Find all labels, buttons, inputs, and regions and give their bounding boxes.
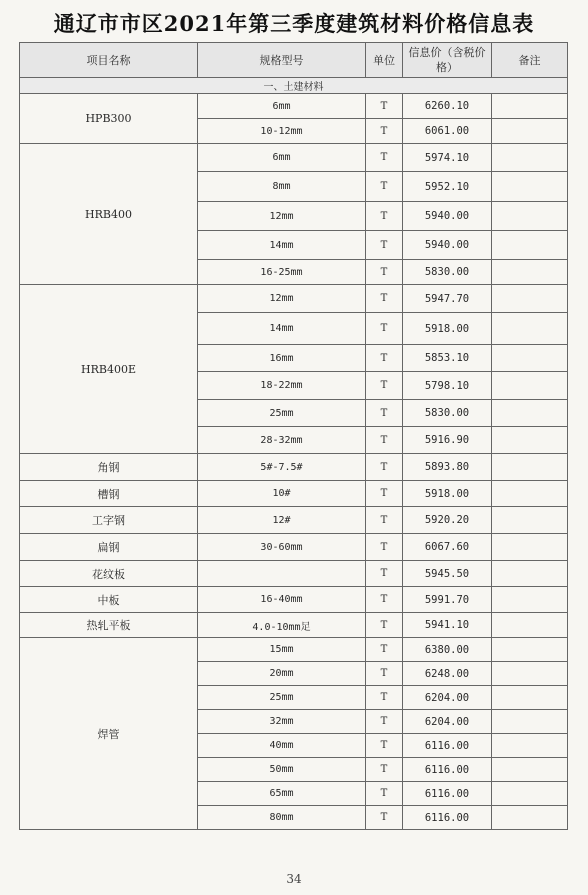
note-cell [492, 734, 568, 758]
table-row [20, 561, 568, 587]
price-cell: 5918.00 [403, 313, 492, 345]
price-cell: 5940.00 [403, 202, 492, 231]
note-cell [492, 285, 568, 313]
spec-cell: 10-12mm [198, 119, 366, 144]
item-name: 工字钢 [20, 507, 198, 534]
header-unit: 单位 [366, 43, 403, 78]
unit-cell: T [366, 613, 403, 638]
item-name: 角钢 [20, 454, 198, 481]
note-cell [492, 806, 568, 830]
note-cell [492, 686, 568, 710]
price-cell: 6248.00 [403, 662, 492, 686]
item-name: HRB400E [20, 285, 198, 454]
unit-cell: T [366, 427, 403, 454]
table-row [20, 481, 568, 507]
note-cell [492, 144, 568, 172]
spec-cell: 16-25mm [198, 260, 366, 285]
spec-cell: 20mm [198, 662, 366, 686]
item-name: 花纹板 [20, 561, 198, 587]
spec-cell: 10# [198, 481, 366, 507]
item-name: 热轧平板 [20, 613, 198, 638]
table-row [20, 638, 568, 662]
note-cell [492, 710, 568, 734]
table-row [20, 144, 568, 172]
unit-cell: T [366, 202, 403, 231]
price-cell: 6116.00 [403, 806, 492, 830]
item-name: HPB300 [20, 94, 198, 144]
table-row [20, 507, 568, 534]
note-cell [492, 587, 568, 613]
price-cell: 5991.70 [403, 587, 492, 613]
spec-cell: 18-22mm [198, 372, 366, 400]
unit-cell: T [366, 400, 403, 427]
spec-cell: 25mm [198, 400, 366, 427]
table-row [20, 587, 568, 613]
price-cell: 5920.20 [403, 507, 492, 534]
spec-cell: 50mm [198, 758, 366, 782]
section-row [20, 78, 568, 94]
note-cell [492, 119, 568, 144]
note-cell [492, 94, 568, 119]
spec-cell: 14mm [198, 313, 366, 345]
spec-cell: 4.0-10mm足 [198, 613, 366, 638]
unit-cell: T [366, 806, 403, 830]
note-cell [492, 202, 568, 231]
price-table [19, 42, 568, 830]
unit-cell: T [366, 782, 403, 806]
item-name: 焊管 [20, 638, 198, 830]
price-cell: 6204.00 [403, 686, 492, 710]
price-cell: 5941.10 [403, 613, 492, 638]
unit-cell: T [366, 758, 403, 782]
unit-cell: T [366, 561, 403, 587]
unit-cell: T [366, 507, 403, 534]
unit-cell: T [366, 587, 403, 613]
table-row [20, 454, 568, 481]
note-cell [492, 507, 568, 534]
note-cell [492, 782, 568, 806]
note-cell [492, 345, 568, 372]
unit-cell: T [366, 734, 403, 758]
spec-cell: 12mm [198, 285, 366, 313]
unit-cell: T [366, 172, 403, 202]
price-cell: 6260.10 [403, 94, 492, 119]
table-row [20, 94, 568, 119]
price-cell: 6067.60 [403, 534, 492, 561]
note-cell [492, 260, 568, 285]
header-note: 备注 [492, 43, 568, 78]
price-cell: 5893.80 [403, 454, 492, 481]
price-cell: 5830.00 [403, 400, 492, 427]
spec-cell: 16-40mm [198, 587, 366, 613]
spec-cell: 80mm [198, 806, 366, 830]
spec-cell: 28-32mm [198, 427, 366, 454]
unit-cell: T [366, 313, 403, 345]
price-cell: 5830.00 [403, 260, 492, 285]
unit-cell: T [366, 94, 403, 119]
price-cell: 5853.10 [403, 345, 492, 372]
page-title: 通辽市市区2021年第三季度建筑材料价格信息表 [53, 11, 535, 36]
price-cell: 5947.70 [403, 285, 492, 313]
note-cell [492, 662, 568, 686]
price-cell: 5916.90 [403, 427, 492, 454]
spec-cell: 12mm [198, 202, 366, 231]
table-row [20, 285, 568, 313]
price-cell: 5974.10 [403, 144, 492, 172]
price-cell: 6116.00 [403, 758, 492, 782]
spec-cell: 8mm [198, 172, 366, 202]
unit-cell: T [366, 481, 403, 507]
note-cell [492, 481, 568, 507]
header-name: 项目名称 [20, 43, 198, 78]
spec-cell: 40mm [198, 734, 366, 758]
price-cell: 5918.00 [403, 481, 492, 507]
table-row [20, 613, 568, 638]
unit-cell: T [366, 119, 403, 144]
spec-cell: 16mm [198, 345, 366, 372]
table-row [20, 534, 568, 561]
spec-cell: 14mm [198, 231, 366, 260]
spec-cell: 6mm [198, 94, 366, 119]
note-cell [492, 231, 568, 260]
spec-cell: 32mm [198, 710, 366, 734]
note-cell [492, 534, 568, 561]
spec-cell: 5#-7.5# [198, 454, 366, 481]
unit-cell: T [366, 144, 403, 172]
unit-cell: T [366, 345, 403, 372]
price-cell: 6380.00 [403, 638, 492, 662]
note-cell [492, 372, 568, 400]
price-cell: 6204.00 [403, 710, 492, 734]
price-cell: 6116.00 [403, 782, 492, 806]
spec-cell: 65mm [198, 782, 366, 806]
note-cell [492, 400, 568, 427]
note-cell [492, 638, 568, 662]
price-cell: 6116.00 [403, 734, 492, 758]
spec-cell [198, 561, 366, 587]
note-cell [492, 313, 568, 345]
price-cell: 5798.10 [403, 372, 492, 400]
note-cell [492, 613, 568, 638]
item-name: 中板 [20, 587, 198, 613]
header-spec: 规格型号 [198, 43, 366, 78]
unit-cell: T [366, 638, 403, 662]
unit-cell: T [366, 686, 403, 710]
page-number: 34 [286, 872, 302, 886]
item-name: 扁钢 [20, 534, 198, 561]
header-price: 信息价（含税价格） [403, 43, 492, 78]
spec-cell: 12# [198, 507, 366, 534]
unit-cell: T [366, 662, 403, 686]
spec-cell: 15mm [198, 638, 366, 662]
price-cell: 5952.10 [403, 172, 492, 202]
unit-cell: T [366, 454, 403, 481]
unit-cell: T [366, 231, 403, 260]
note-cell [492, 561, 568, 587]
price-cell: 5945.50 [403, 561, 492, 587]
note-cell [492, 427, 568, 454]
spec-cell: 30-60mm [198, 534, 366, 561]
header-row [20, 43, 568, 78]
section-title: 一、土建材料 [20, 78, 568, 94]
item-name: 槽钢 [20, 481, 198, 507]
unit-cell: T [366, 534, 403, 561]
note-cell [492, 758, 568, 782]
price-cell: 6061.00 [403, 119, 492, 144]
spec-cell: 25mm [198, 686, 366, 710]
spec-cell: 6mm [198, 144, 366, 172]
unit-cell: T [366, 710, 403, 734]
unit-cell: T [366, 372, 403, 400]
price-cell: 5940.00 [403, 231, 492, 260]
item-name: HRB400 [20, 144, 198, 285]
note-cell [492, 454, 568, 481]
note-cell [492, 172, 568, 202]
unit-cell: T [366, 285, 403, 313]
unit-cell: T [366, 260, 403, 285]
